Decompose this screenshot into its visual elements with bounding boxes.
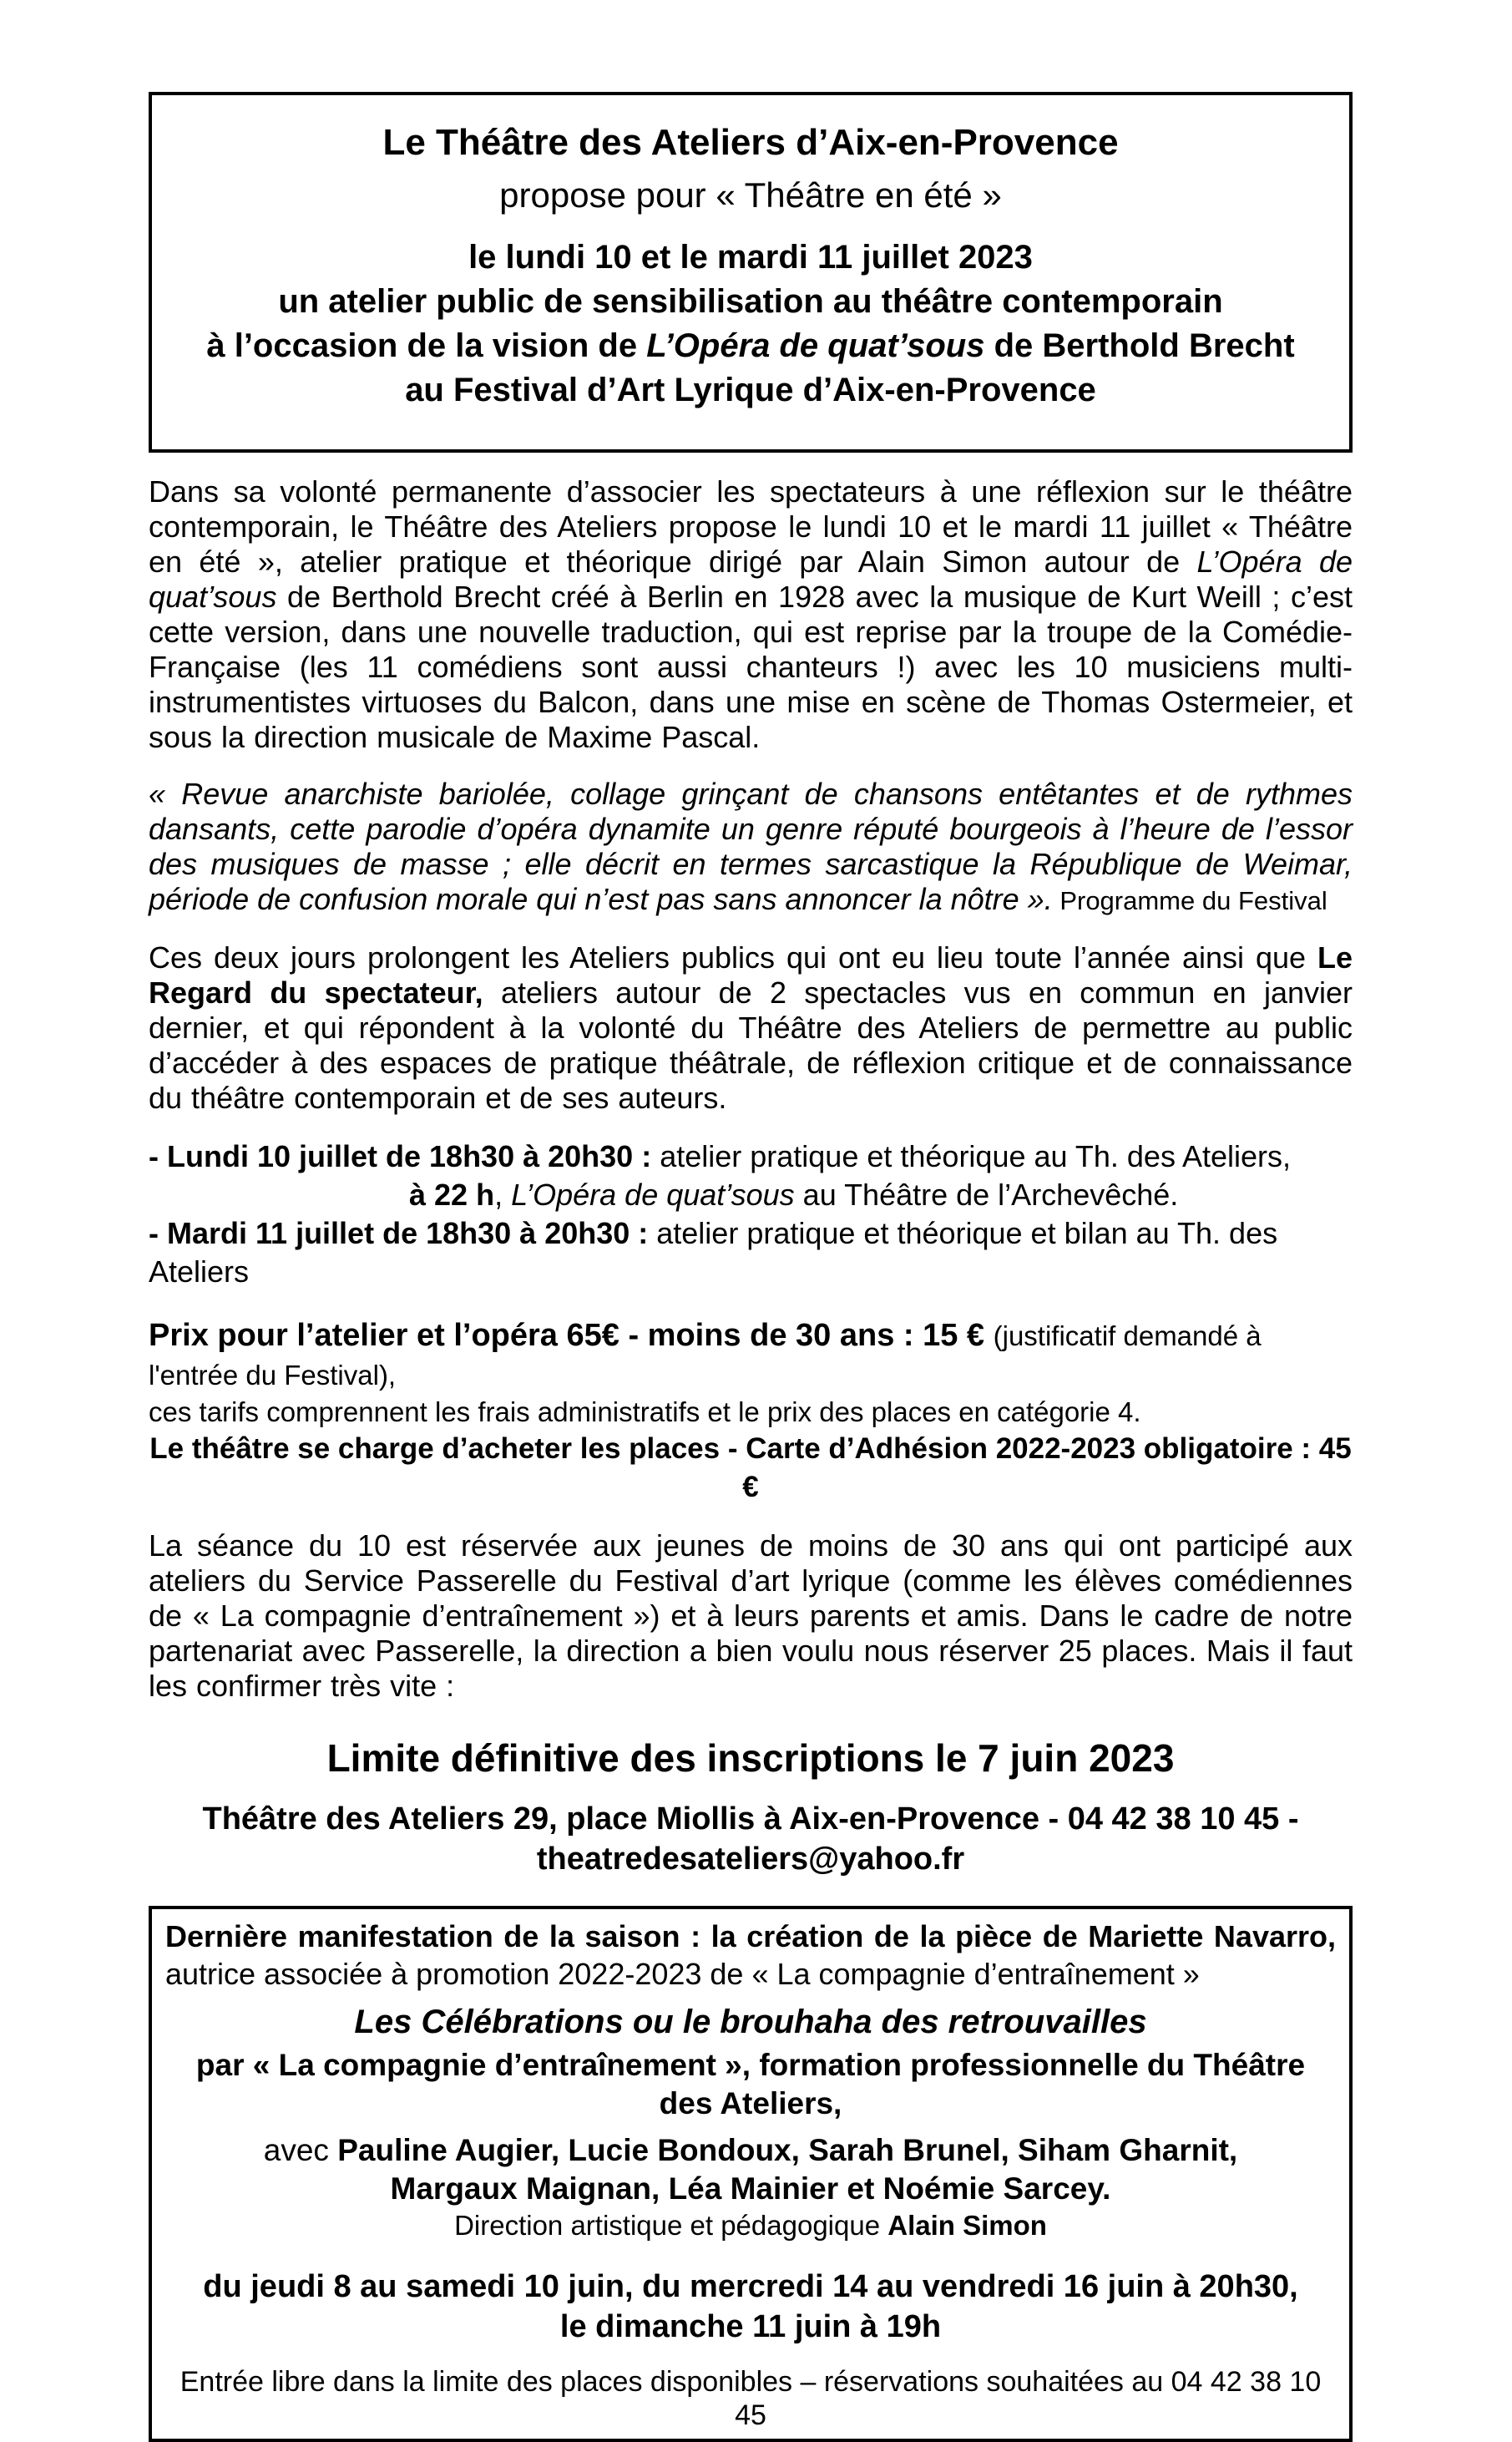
bottom-box-play-title: Les Célébrations ou le brouhaha des retrouvailles [354,2004,1147,2040]
paragraph-ateliers [149,940,1353,1116]
bottom-box-cast-line1 [165,2131,1336,2170]
schedule-monday [149,1137,1353,1176]
price-block [149,1316,1353,1507]
bottom-box-dates [165,2267,1336,2347]
schedule-opera-evening [149,1176,1353,1214]
document-page [0,92,1512,2431]
price-membership-line: Le théâtre se charge d’acheter les places - Carte d’Adhésion 2022-2023 obligatoire : 45 € [149,1432,1352,1503]
quote-text: « Revue anarchiste bariolée, collage grinçant de chansons entêtantes et de rythmes dansants, cette parodie d’opéra dynamite un genre réputé bourgeois à l’heure de l’essor des musiques de masse ; elle décrit en termes sarcastique la République de Weimar, période de confusion morale qui n’est pas sans annoncer la nôtre ». [149,777,1353,916]
bb-cast-prefix: avec [263,2133,338,2167]
intro-box-subtitle: propose pour « Théâtre en été » [499,175,1002,215]
bb-dates-line2: le dimanche 11 juin à 19h [559,2309,942,2344]
bottom-box-direction [165,2208,1336,2243]
intro-box [149,92,1353,453]
occasion-post: de Berthold Brecht [984,327,1295,364]
intro-box-title: Le Théâtre des Ateliers d’Aix-en-Provence [382,122,1119,163]
price-details-line: ces tarifs comprennent les frais administratifs et le prix des places en catégorie 4. [149,1396,1141,1427]
para1-end: de Berthold Brecht créé à Berlin en 1928 avec la musique de Kurt Weill ; c’est cette version, dans une nouvelle traduction, qui est reprise par la troupe de la Comédie-Française (les 11 comédiens sont aussi chanteurs !) avec les 10 musiciens multi-instrumentistes virtuoses du Balcon, dans une mise en scène de Thomas Ostermeier, et sous la direction musicale de Maxime Pascal. [149,580,1353,754]
para1-start: Dans sa volonté permanente d’associer les spectateurs à une réflexion sur le théâtre contemporain, le Théâtre des Ateliers propose le lundi 10 et le mardi 11 juillet « Théâtre en été », atelier pratique et théorique dirigé par Alain Simon autour de [149,474,1353,579]
bottom-box-cast-line2: Margaux Maignan, Léa Mainier et Noémie Sarcey. [390,2171,1111,2206]
bb-direction-prefix: Direction artistique et pédagogique [454,2210,888,2241]
para1-opera-title: L’Opéra de quat’sous [149,545,1353,614]
intro-box-event: un atelier public de sensibilisation au théâtre contemporain [278,283,1223,320]
schedule-monday-text: atelier pratique et théorique au Th. des Ateliers, [660,1139,1292,1173]
schedule-tuesday-text: atelier pratique et théorique et bilan au Th. des Ateliers [149,1216,1278,1289]
bottom-box [149,1906,1353,2442]
schedule-monday-label: - Lundi 10 juillet de 18h30 à 20h30 : [149,1139,660,1173]
schedule-opera-title: L’Opéra de quat’sous [511,1178,795,1212]
para2-regard-spectateur: Le Regard du spectateur, [149,940,1353,1010]
bb-direction-name: Alain Simon [887,2210,1047,2241]
contact-address-phone: Théâtre des Ateliers 29, place Miollis à Aix-en-Provence - 04 42 38 10 45 - [202,1801,1299,1837]
quote-paragraph [149,777,1353,919]
occasion-pre: à l’occasion de la vision de [206,327,647,364]
bb-intro-bold: Dernière manifestation de la saison : la création de la pièce de Mariette Navarro, [165,1919,1336,1953]
contact-block [149,1799,1353,1879]
bottom-box-intro [165,1918,1336,1993]
price-justificatif-note: (justificatif demandé à l'entrée du Festival), [149,1320,1262,1391]
schedule-block [149,1137,1353,1291]
para2-start: Ces deux jours prolongent les Ateliers publics qui ont eu lieu toute l’année ainsi que [149,940,1317,975]
bottom-box-byline: par « La compagnie d’entraînement », formation professionnelle du Théâtre des Ateliers, [195,2048,1306,2120]
quote-attribution: Programme du Festival [1052,886,1327,915]
bb-intro-regular: autrice associée à promotion 2022-2023 de « La compagnie d’entraînement » [165,1957,1200,1991]
bb-dates-line1: du jeudi 8 au samedi 10 juin, du mercredi 14 au vendredi 16 juin à 20h30, [203,2269,1298,2304]
schedule-tuesday [149,1214,1353,1291]
paragraph-presentation [149,474,1353,755]
price-amounts: Prix pour l’atelier et l’opéra 65€ - moins de 30 ans : 15 € [149,1318,994,1353]
paragraph-seance: La séance du 10 est réservée aux jeunes de moins de 30 ans qui ont participé aux ateliers du Service Passerelle du Festival d’art lyrique (comme les élèves comédiennes de « La compagnie d’entraînement ») et à leurs parents et amis. Dans le cadre de notre partenariat avec Passerelle, la direction a bien voulu nous réserver 25 places. Mais il faut les confirmer très vite : [149,1528,1353,1703]
price-main-line [149,1316,1353,1395]
intro-box-occasion [172,324,1329,368]
intro-box-dates: le lundi 10 et le mardi 11 juillet 2023 [468,239,1033,276]
schedule-tuesday-label: - Mardi 11 juillet de 18h30 à 20h30 : [149,1216,657,1250]
para2-end: ateliers autour de 2 spectacles vus en commun en janvier dernier, et qui répondent à la volonté du Théâtre des Ateliers de permettre au public d’accéder à des espaces de pratique théâtrale, de réflexion critique et de connaissance du théâtre contemporain et de ses auteurs. [149,975,1353,1115]
bb-cast-names1: Pauline Augier, Lucie Bondoux, Sarah Brunel, Siham Gharnit, [337,2133,1238,2167]
intro-box-festival: au Festival d’Art Lyrique d’Aix-en-Provence [405,372,1096,408]
schedule-22h-sep: , [494,1178,512,1212]
deadline-heading: Limite définitive des inscriptions le 7 juin 2023 [326,1736,1175,1780]
occasion-opera-title: L’Opéra de quat’sous [646,327,985,364]
schedule-22h-text: au Théâtre de l’Archevêché. [794,1178,1179,1212]
bottom-box-entry-note: Entrée libre dans la limite des places disponibles – réservations souhaitées au 04 42 38 10 45 [180,2366,1322,2431]
contact-email: theatredesateliers@yahoo.fr [536,1842,965,1877]
schedule-22h-label: à 22 h [409,1178,495,1212]
